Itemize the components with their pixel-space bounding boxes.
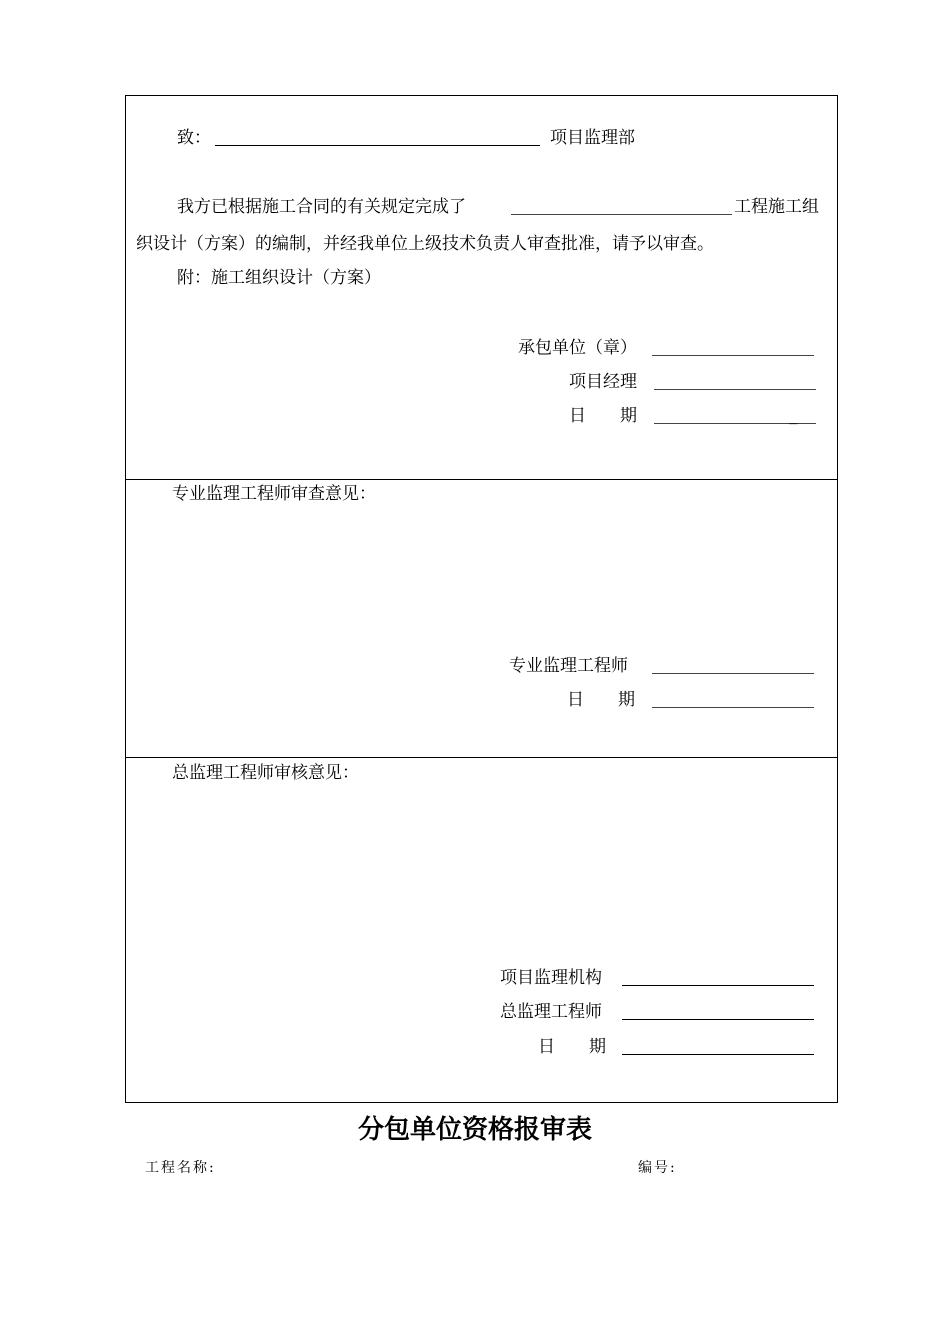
chief-engineer-blank[interactable] [622,1019,814,1020]
to-suffix: 项目监理部 [550,128,635,148]
chief-engineer-label: 总监理工程师 [500,1002,602,1022]
chief-date-label: 日 期 [538,1037,606,1057]
pm-blank[interactable] [654,389,816,390]
contractor-label: 承包单位（章） [518,338,637,358]
to-prefix: 致： [177,128,211,148]
project-name-label: 工程名称: [145,1160,216,1176]
body-text-part2: 工程施工组 [734,197,819,217]
specialist-date-blank[interactable] [652,707,814,708]
next-form-title: 分包单位资格报审表 [357,1115,592,1145]
chief-date-blank[interactable] [622,1054,814,1055]
specialist-engineer-blank[interactable] [652,673,814,674]
date-label: 日 期 [569,406,637,426]
pm-label: 项目经理 [569,372,637,392]
section-divider [125,479,838,480]
specialist-date-label: 日 期 [567,690,635,710]
specialist-engineer-label: 专业监理工程师 [509,656,628,676]
to-blank[interactable] [215,145,540,146]
chief-org-label: 项目监理机构 [500,968,602,988]
project-blank[interactable] [511,214,732,215]
section-divider [125,757,838,758]
body-text-part1: 我方已根据施工合同的有关规定完成了 [177,197,466,217]
contractor-blank[interactable] [652,355,814,356]
attachment-text: 附：施工组织设计（方案） [177,268,381,288]
chief-heading: 总监理工程师审核意见： [172,763,359,783]
date-mark: _ [789,405,798,425]
specialist-heading: 专业监理工程师审查意见： [172,484,376,504]
chief-org-blank[interactable] [622,985,814,986]
body-text-line2: 织设计（方案）的编制，并经我单位上级技术负责人审查批准，请予以审查。 [136,234,714,254]
number-label: 编号: [638,1160,677,1176]
